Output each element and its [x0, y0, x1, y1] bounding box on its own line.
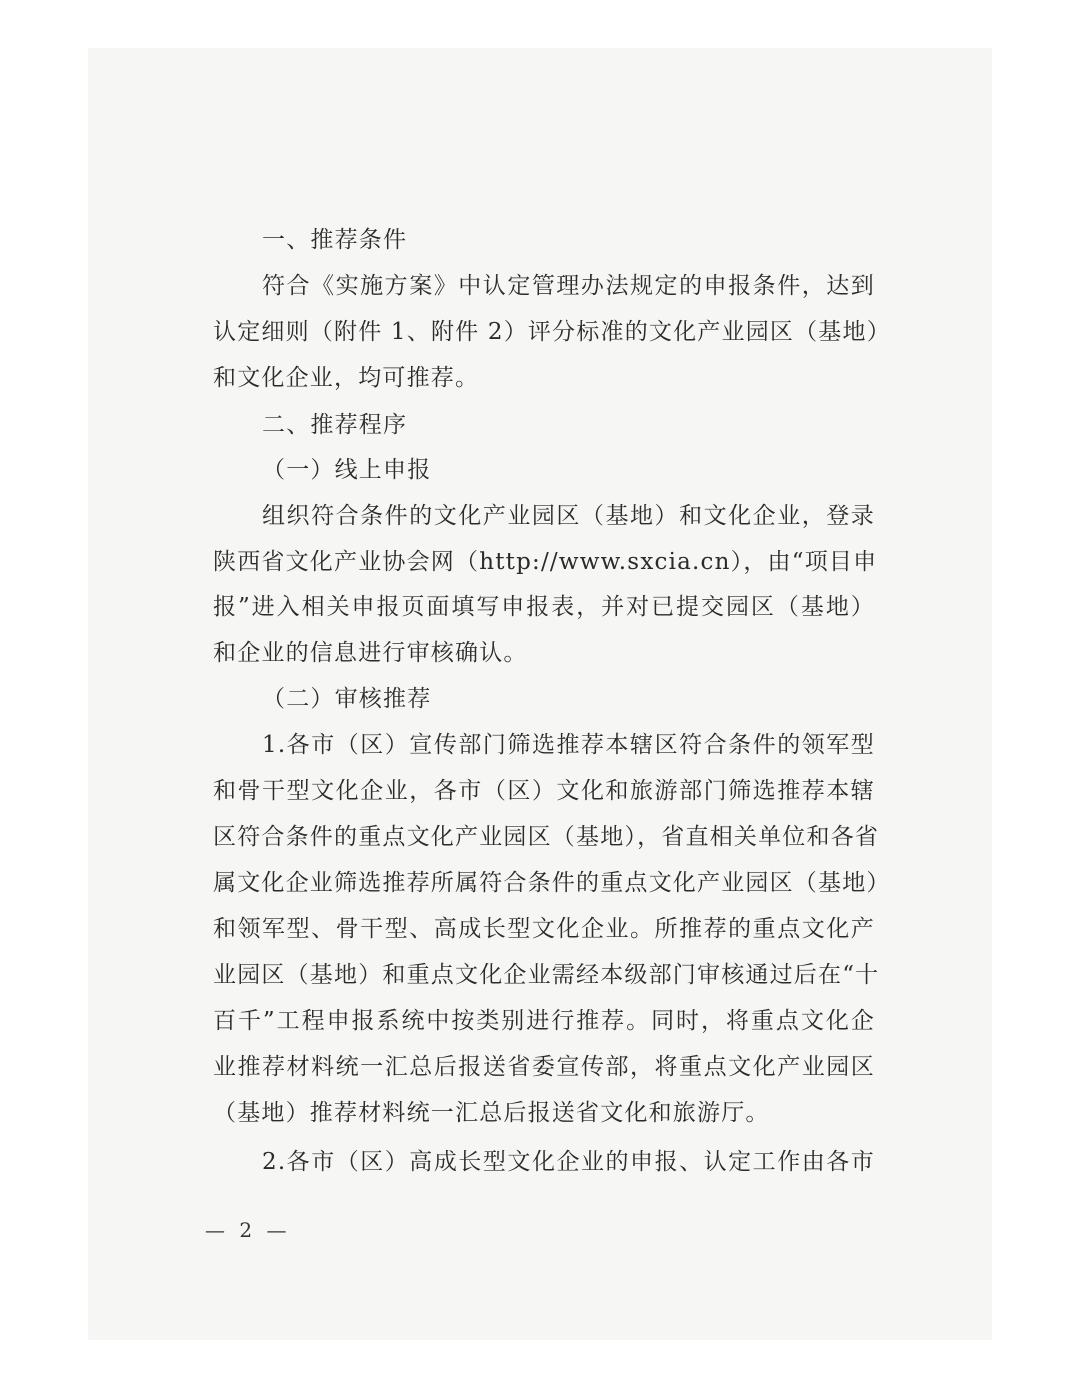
text-line: 百千”工程申报系统中按类别进行推荐。同时，将重点文化企 — [213, 1008, 875, 1034]
text-line: 陕西省文化产业协会网（http://www.sxcia.cn），由“项目申 — [213, 549, 878, 575]
text-line: 组织符合条件的文化产业园区（基地）和文化企业，登录 — [262, 503, 875, 529]
text-line: 认定细则（附件 1、附件 2）评分标准的文化产业园区（基地） — [213, 319, 891, 345]
text-line: 1.各市（区）宣传部门筛选推荐本辖区符合条件的领军型 — [262, 732, 875, 758]
section-heading: 一、推荐条件 — [262, 227, 408, 253]
text-line: 区符合条件的重点文化产业园区（基地），省直相关单位和各省 — [213, 824, 880, 850]
text-line: 和企业的信息进行审核确认。 — [213, 640, 528, 666]
text-line: 和骨干型文化企业，各市（区）文化和旅游部门筛选推荐本辖 — [213, 778, 875, 804]
text-line: 属文化企业筛选推荐所属符合条件的重点文化产业园区（基地） — [213, 870, 891, 896]
text-line: 业园区（基地）和重点文化企业需经本级部门审核通过后在“十 — [213, 962, 880, 988]
text-line: 业推荐材料统一汇总后报送省委宣传部，将重点文化产业园区 — [213, 1054, 875, 1080]
text-line: 和文化企业，均可推荐。 — [213, 365, 480, 391]
text-line: （基地）推荐材料统一汇总后报送省文化和旅游厅。 — [213, 1100, 770, 1126]
page-number: — 2 — — [205, 1218, 291, 1242]
text-line: 和领军型、骨干型、高成长型文化企业。所推荐的重点文化产 — [213, 916, 875, 942]
text-line: 符合《实施方案》中认定管理办法规定的申报条件，达到 — [262, 273, 875, 299]
text-line: 2.各市（区）高成长型文化企业的申报、认定工作由各市 — [262, 1149, 875, 1175]
text-line: 报”进入相关申报页面填写申报表，并对已提交园区（基地） — [213, 594, 875, 620]
subsection-heading: （二）审核推荐 — [262, 686, 432, 712]
section-heading: 二、推荐程序 — [262, 412, 408, 438]
subsection-heading: （一）线上申报 — [262, 457, 432, 483]
